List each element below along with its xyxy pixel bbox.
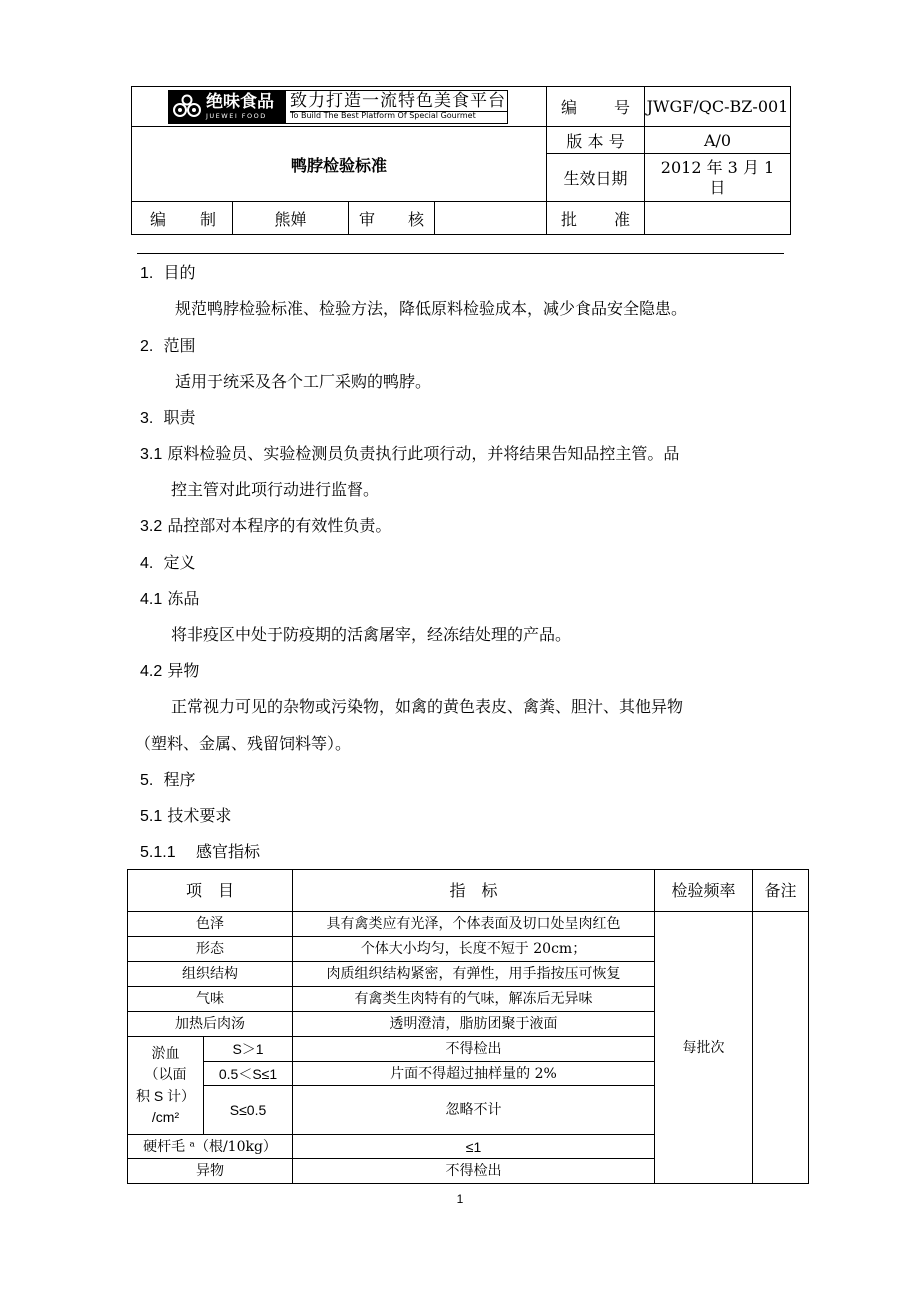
bruise-condition: S≤0.5 <box>204 1086 293 1135</box>
company-logo-icon <box>172 94 202 120</box>
bruise-indicator: 忽略不计 <box>293 1086 655 1135</box>
section-3-heading: 3. 职责 <box>140 408 196 427</box>
header-remark: 备注 <box>753 870 809 912</box>
hair-indicator: ≤1 <box>293 1135 655 1159</box>
brand-name-en: JUEWEI FOOD <box>206 112 267 121</box>
reviewed-by-label: 审 核 <box>349 202 435 235</box>
section-1-heading: 1. 目的 <box>140 263 196 282</box>
slogan-cn: 致力打造一流特色美食平台 <box>290 91 506 112</box>
header-frequency: 检验频率 <box>655 870 753 912</box>
section-3-1-text: 3.1 原料检验员、实验检测员负责执行此项行动，并将结果告知品控主管。品 <box>140 444 680 463</box>
document-title: 鸭脖检验标准 <box>132 127 547 202</box>
section-5-1-1-heading: 5.1.1 感官指标 <box>140 842 260 861</box>
bruise-indicator: 片面不得超过抽样量的 2% <box>293 1062 655 1086</box>
section-5-1-heading: 5.1 技术要求 <box>140 806 232 825</box>
row-indicator: 透明澄清，脂肪团聚于液面 <box>293 1012 655 1037</box>
bruise-item: 淤血 （以面 积 S 计） /cm² <box>128 1037 204 1135</box>
section-4-1-text: 将非疫区中处于防疫期的活禽屠宰，经冻结处理的产品。 <box>171 625 572 644</box>
reviewed-by-value <box>435 202 547 235</box>
code-label: 编 号 <box>547 87 645 127</box>
section-4-heading: 4. 定义 <box>140 553 196 572</box>
remark-value <box>753 912 809 1184</box>
logo-cell <box>132 87 547 127</box>
approved-by-label: 批 准 <box>547 202 645 235</box>
version-value: A/0 <box>645 127 791 154</box>
section-5-heading: 5. 程序 <box>140 770 196 789</box>
row-item: 气味 <box>128 987 293 1012</box>
section-4-2-text: 正常视力可见的杂物或污染物，如禽的黄色表皮、禽粪、胆汁、其他异物 <box>171 697 684 716</box>
prepared-by-value: 熊婵 <box>233 202 349 235</box>
approved-by-value <box>645 202 791 235</box>
foreign-indicator: 不得检出 <box>293 1159 655 1184</box>
table-row <box>128 912 809 937</box>
section-4-2-text-cont: （塑料、金属、残留饲料等）。 <box>135 734 352 753</box>
section-2-text: 适用于统采及各个工厂采购的鸭脖。 <box>175 372 432 391</box>
frequency-value: 每批次 <box>655 912 753 1184</box>
page-number: 1 <box>456 1192 464 1206</box>
section-4-1-heading: 4.1 冻品 <box>140 589 200 608</box>
row-item: 色泽 <box>128 912 293 937</box>
row-indicator: 个体大小均匀，长度不短于 20cm； <box>293 937 655 962</box>
section-4-2-heading: 4.2 异物 <box>140 661 200 680</box>
row-item: 加热后肉汤 <box>128 1012 293 1037</box>
brand-name-cn: 绝味食品 <box>206 92 274 113</box>
row-indicator: 具有禽类应有光泽，个体表面及切口处呈肉红色 <box>293 912 655 937</box>
hair-item: 硬杆毛 ᵃ（根/10kg） <box>128 1135 293 1159</box>
sensory-indicator-table <box>127 869 809 1184</box>
header-divider <box>137 253 784 254</box>
bruise-condition: 0.5＜S≤1 <box>204 1062 293 1086</box>
prepared-by-label: 编 制 <box>132 202 233 235</box>
foreign-item: 异物 <box>128 1159 293 1184</box>
code-value: JWGF/QC-BZ-001 <box>645 87 791 127</box>
slogan-en: To Build The Best Platform Of Special Gourmet <box>290 111 507 121</box>
section-3-2-text: 3.2 品控部对本程序的有效性负责。 <box>140 516 392 535</box>
header-indicator: 指 标 <box>293 870 655 912</box>
section-3-1-text-cont: 控主管对此项行动进行监督。 <box>171 480 380 499</box>
row-item: 组织结构 <box>128 962 293 987</box>
effective-date-value: 2012 年 3 月 1 日 <box>645 154 791 202</box>
section-2-heading: 2. 范围 <box>140 336 196 355</box>
effective-date-label: 生效日期 <box>547 154 645 202</box>
section-1-text: 规范鸭脖检验标准、检验方法，降低原料检验成本，减少食品安全隐患。 <box>175 299 688 318</box>
row-indicator: 有禽类生肉特有的气味，解冻后无异味 <box>293 987 655 1012</box>
table-header-row <box>128 870 809 912</box>
company-logo <box>168 90 508 124</box>
header-item: 项 目 <box>128 870 293 912</box>
bruise-condition: S＞1 <box>204 1037 293 1062</box>
document-header-table <box>131 86 791 235</box>
row-indicator: 肉质组织结构紧密，有弹性，用手指按压可恢复 <box>293 962 655 987</box>
row-item: 形态 <box>128 937 293 962</box>
version-label: 版 本 号 <box>547 127 645 154</box>
bruise-indicator: 不得检出 <box>293 1037 655 1062</box>
